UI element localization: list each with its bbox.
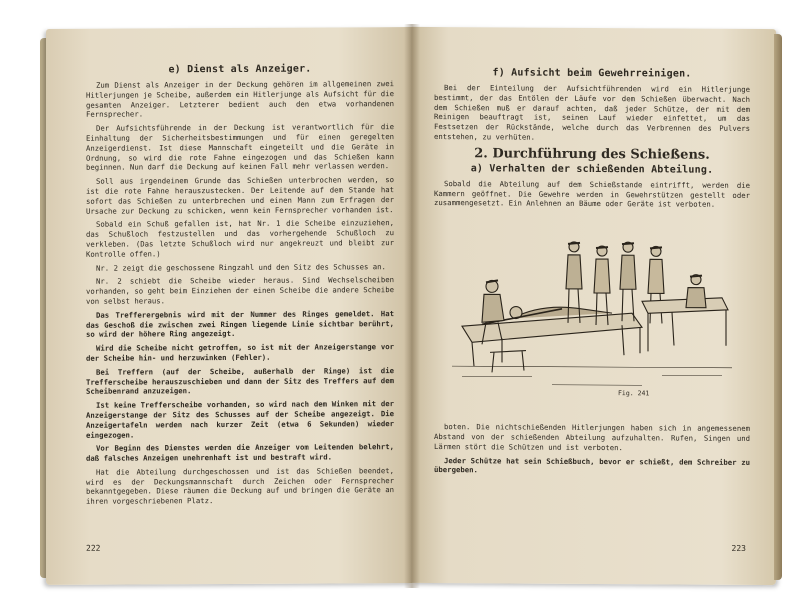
book-cover-edge-right <box>774 34 782 580</box>
left-paragraph: Nr. 2 zeigt die geschossene Ringzahl und den Sitz des Schusses an. <box>96 261 386 273</box>
right-page-number: 223 <box>731 543 746 553</box>
left-paragraph: Zum Dienst als Anzeiger in der Deckung gehören im allgemeinen zwei Hitlerjungen je Scheibe, außerdem ein Hitlerjunge als Aufsicht für die gesamten Anzeiger. Letzterer bedient auch den etwa vorhandenen Fernsprecher. <box>86 79 394 120</box>
left-paragraph: Ist keine Trefferscheibe vorhanden, so wird nach dem Winken mit der Anzeigerstange der Sitz des Schusses auf der Scheibe angezeigt. Die Anzeigertafeln werden nach kurzer Zeit (etwa 6 Sekunden) wieder eingezogen. <box>86 399 394 440</box>
left-page-number: 222 <box>86 543 101 553</box>
left-paragraph: Der Aufsichtsführende in der Deckung ist verantwortlich für die Einhaltung der Sicherheitsbestimmungen und für einen geregelten Anzeigerdienst. Ist diese Mannschaft eingeteilt und die Geräte in Ordnung, so wird die rote Fahne eingezogen und das Schießen kann beginnen. Nun darf die Deckung auf keinen Fall mehr verlassen werden. <box>86 122 394 173</box>
left-paragraph: Das Trefferergebnis wird mit der Nummer des Ringes gemeldet. Hat das Geschoß die zwischen zwei Ringen liegende Linie sichtbar berührt, so wird der höhere Ring angezeigt. <box>86 308 394 340</box>
right-paragraph: Bei der Einteilung der Aufsichtführenden wird ein Hitlerjunge bestimmt, der das Entölen der Läufe vor dem Schießen überwacht. Nach dem Schießen muß er darauf achten, daß jeder Schütze, der mit dem Reinigen beauftragt ist, seinen Lauf wieder einfettet, um das Festsetzen der Rückstände, welche durch das Verbrennen des Pulvers entstehen, zu verhüten. <box>434 83 750 142</box>
right-paragraph: Jeder Schütze hat sein Schießbuch, bevor er schießt, dem Schreiber zu übergeben. <box>434 455 750 475</box>
left-paragraph: Bei Treffern (auf der Scheibe, außerhalb der Ringe) ist die Trefferscheibe herauszuschieben und dann der Sitz des Treffers auf dem Scheibenrand anzuzeigen. <box>86 365 394 397</box>
right-page <box>412 27 776 585</box>
left-paragraph: Nr. 2 schiebt die Scheibe wieder heraus. Sind Wechselscheiben vorhanden, so geht beim Einziehen der einen Scheibe die andere Scheibe von selbst heraus. <box>86 275 394 306</box>
left-page <box>46 27 412 585</box>
left-heading: e) Dienst als Anzeiger. <box>168 63 312 76</box>
right-subheading: a) Verhalten der schießenden Abteilung. <box>470 163 714 176</box>
left-paragraph: Vor Beginn des Dienstes werden die Anzeiger vom Leitenden belehrt, daß falsches Anzeigen unehrenhaft ist und bestraft wird. <box>86 442 394 463</box>
shooting-range-illustration <box>442 216 742 414</box>
right-paragraph: boten. Die nichtschießenden Hitlerjungen haben sich in angemessenem Abstand von der schießenden Abteilung aufzuhalten. Rufen, Singen und Lärmen stört die Schützen und ist verboten. <box>434 422 750 452</box>
right-heading: f) Aufsicht beim Gewehrreinigen. <box>492 67 692 80</box>
left-paragraph: Soll aus irgendeinem Grunde das Schießen unterbrochen werden, so ist die rote Fahne herauszustecken. Der Leitende auf dem Stande hat sofort das Schießen zu unterbrechen und einen Mann zum Erfragen der Ursache zur Deckung zu schicken, wenn kein Fernsprecher vorhanden ist. <box>86 175 394 216</box>
figure-caption: Fig. 241 <box>618 389 650 398</box>
illustration-drawing <box>442 216 742 414</box>
left-paragraph: Sobald ein Schuß gefallen ist, hat Nr. 1 die Scheibe einzuziehen, das Schußloch festzustellen und das vorhergehende Schußloch zu verkleben. (Das letzte Schußloch wird nur angekreuzt und bleibt zur Kontrolle offen.) <box>86 218 394 259</box>
book-gutter <box>404 24 420 588</box>
left-text-body <box>86 79 394 507</box>
open-book <box>46 28 776 584</box>
left-paragraph: Hat die Abteilung durchgeschossen und ist das Schießen beendet, wird es der Deckungsmannschaft durch Zeichen oder Fernsprecher bekanntgegeben. Diese räumen die Deckung auf und bringen die Geräte an ihren vorgeschriebenen Platz. <box>86 466 394 507</box>
right-paragraph: Sobald die Abteilung auf dem Schießstande eintrifft, werden die Kammern geöffnet. Die Gewehre werden in Gewehrstützen gestellt oder zusammengesetzt. Ein Anlehnen an Bäume oder Geräte ist verboten. <box>434 178 750 210</box>
section-title: 2. Durchführung des Schießens. <box>474 146 710 163</box>
left-paragraph: Wird die Scheibe nicht getroffen, so ist mit der Anzeigerstange vor der Scheibe hin- und herzuwinken (Fehler). <box>86 342 394 363</box>
